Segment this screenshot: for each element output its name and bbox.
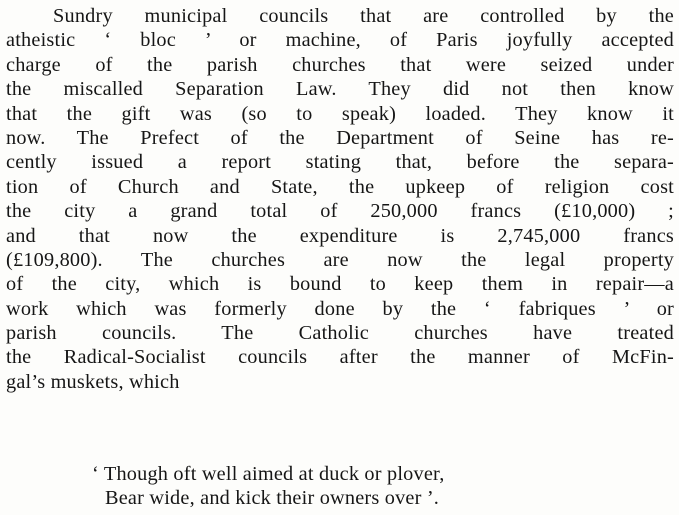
text-line: Sundry municipal councils that are controlled by the <box>53 5 674 27</box>
text-line: cently issued a report stating that, before the separa- <box>6 151 674 174</box>
article-paragraph <box>6 4 674 394</box>
text-line: (£109,800). The churches are now the legal property <box>6 248 674 271</box>
verse-line: ‘ Though oft well aimed at duck or plover, <box>92 463 445 485</box>
verse-line: Bear wide, and kick their owners over ’. <box>105 487 440 510</box>
verse-quote <box>92 462 444 511</box>
text-line: gal’s muskets, which <box>6 370 180 393</box>
text-line: the Radical-Socialist councils after the manner of McFin- <box>6 346 674 369</box>
text-line: of the city, which is bound to keep them in repair—a <box>6 273 674 296</box>
text-line: and that now the expenditure is 2,745,000 francs <box>6 224 674 247</box>
text-line: tion of Church and State, the upkeep of religion cost <box>6 175 674 198</box>
text-line: charge of the parish churches that were seized under <box>6 53 674 76</box>
text-line: the city a grand total of 250,000 francs (£10,000) ; <box>6 200 674 223</box>
text-line: the miscalled Separation Law. They did not then know <box>6 78 674 101</box>
text-line: parish councils. The Catholic churches have treated <box>6 322 674 345</box>
text-line: atheistic ‘ bloc ’ or machine, of Paris joyfully accepted <box>6 29 674 52</box>
text-line: now. The Prefect of the Department of Seine has re- <box>6 126 674 149</box>
text-line: that the gift was (so to speak) loaded. They know it <box>6 102 674 125</box>
text-line: work which was formerly done by the ‘ fabriques ’ or <box>6 297 674 320</box>
